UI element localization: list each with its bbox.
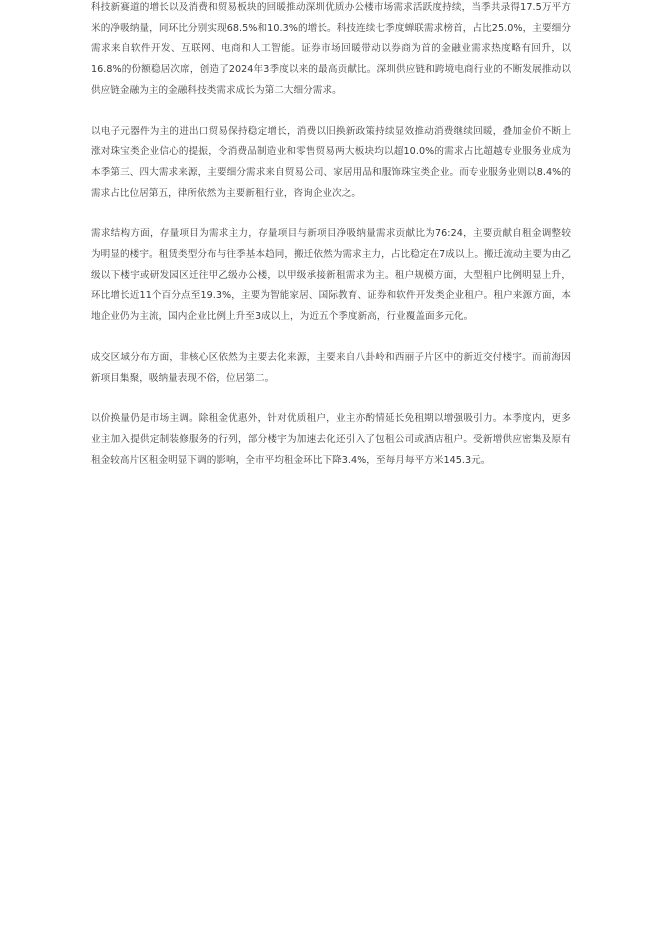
paragraph-demand-overview: 科技新赛道的增长以及消费和贸易板块的回暖推动深圳优质办公楼市场需求活跃度持续，当季共录得17.5万平方米的净吸纳量，同环比分别实现68.5%和10.3%的增长。科技连续七季度蝉联需求榜首，占比25.0%，主要细分需求来自软件开发、互联网、电商和人工智能。证券市场回暖带动以券商为首的金融业需求热度略有回升，以16.8%的份额稳居次席，创造了2024年3季度以来的最高贡献比。深圳供应链和跨境电商行业的不断发展推动以供应链金融为主的金融科技类需求成长为第二大细分需求。	[91, 2, 571, 96]
paragraph-trade-consumer: 以电子元器件为主的进出口贸易保持稳定增长，消费以旧换新政策持续显效推动消费继续回暖，叠加金价不断上涨对珠宝类企业信心的提振，令消费品制造业和零售贸易两大板块均以超10.0%的需求占比超越专业服务业成为本季第三、四大需求来源，主要细分需求来自贸易公司、家居用品和服饰珠宝类企业。而专业服务业则以8.4%的需求占比位居第五，律所依然为主要新租行业，咨询企业次之。	[91, 125, 571, 199]
paragraph-rent-trend: 以价换量仍是市场主调。除租金优惠外，针对优质租户，业主亦酌情延长免租期以增强吸引力。本季度内，更多业主加入提供定制装修服务的行列，部分楼宇为加速去化还引入了包租公司或酒店租户。受新增供应密集及原有租金较高片区租金明显下调的影响，全市平均租金环比下降3.4%，至每月每平方米145.3元。	[91, 413, 571, 466]
paragraph-demand-structure: 需求结构方面，存量项目为需求主力，存量项目与新项目净吸纳量需求贡献比为76:24，主要贡献自租金调整较为明显的楼宇。租赁类型分布与往季基本趋同，搬迁依然为需求主力，占比稳定在7成以上。搬迁流动主要为由乙级以下楼宇或研发园区迁往甲乙级办公楼，以甲级承接新租需求为主。租户规模方面，大型租户比例明显上升，环比增长近11个百分点至19.3%，主要为智能家居、国际教育、证券和软件开发类企业租户。租户来源方面，本地企业仍为主流，国内企业比例上升至3成以上，为近五个季度新高，行业覆盖面多元化。	[91, 228, 571, 323]
paragraph-regional-distribution: 成交区域分布方面，非核心区依然为主要去化来源，主要来自八卦岭和西丽子片区中的新近交付楼宇。而前海因新项目集聚，吸纳量表现不俗，位居第二。	[91, 351, 571, 384]
article-body	[91, 0, 571, 471]
